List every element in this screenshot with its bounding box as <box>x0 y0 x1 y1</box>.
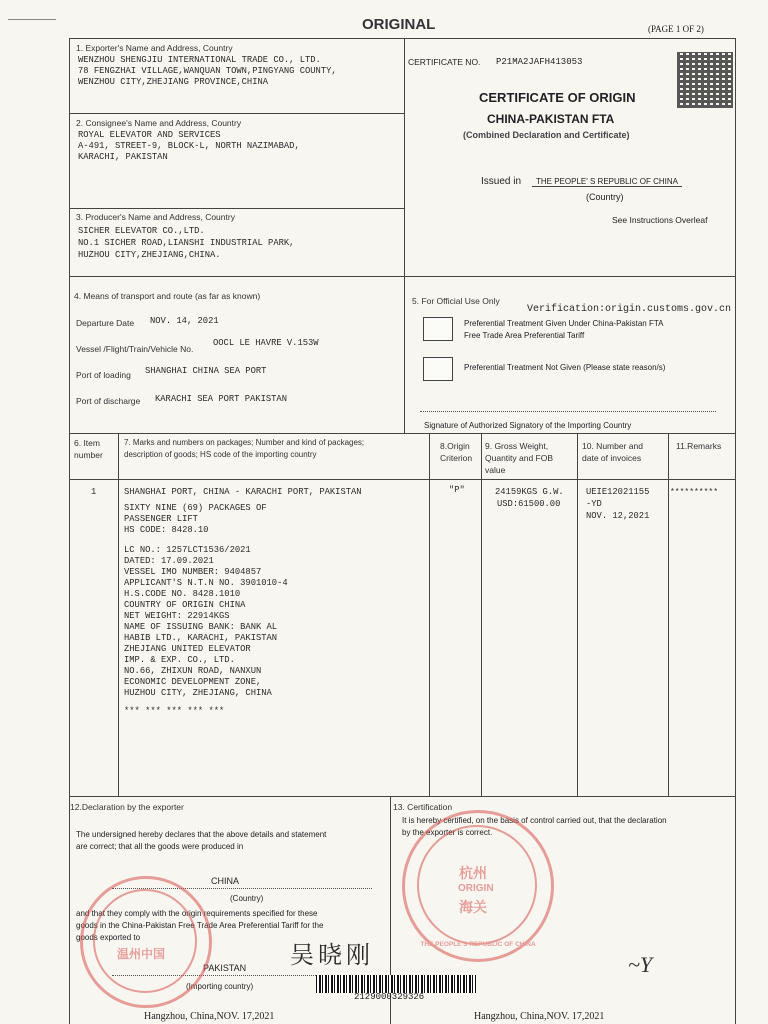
divider-box3 <box>69 276 735 277</box>
frame-right <box>735 38 736 1024</box>
item-description <box>124 487 362 717</box>
pref-not-given-checkbox[interactable] <box>423 357 453 381</box>
importing-country: PAKISTAN <box>203 963 247 973</box>
col-line-8 <box>481 433 482 796</box>
importing-caption: (Importing country) <box>186 982 254 991</box>
item-number: 1 <box>91 487 97 497</box>
loading-value: SHANGHAI CHINA SEA PORT <box>145 366 267 376</box>
discharge-value: KARACHI SEA PORT PAKISTAN <box>155 394 287 404</box>
invoice-number-2: -YD <box>586 499 602 509</box>
col-weight-header-3: value <box>485 465 506 475</box>
desc-line: HUZHOU CITY, ZHEJIANG, CHINA <box>124 688 272 698</box>
divider-columns-header <box>69 479 735 480</box>
frame-left <box>69 38 70 1024</box>
exporter-label: 1. Exporter's Name and Address, Country <box>76 43 233 53</box>
issued-country-caption: (Country) <box>586 192 624 202</box>
declaration-text-3: and that they comply with the origin requirements specified for these <box>76 909 318 918</box>
desc-line: SHANGHAI PORT, CHINA - KARACHI PORT, PAKISTAN <box>124 487 362 497</box>
declaration-label: 12.Declaration by the exporter <box>70 802 184 812</box>
page-indicator: (PAGE 1 OF 2) <box>648 24 704 34</box>
see-instructions: See Instructions Overleaf <box>612 215 708 225</box>
customs-seal-ring-text: THE PEOPLE'S REPUBLIC OF CHINA <box>420 941 536 948</box>
desc-line: NAME OF ISSUING BANK: BANK AL <box>124 622 278 632</box>
consignee-line-1: ROYAL ELEVATOR AND SERVICES <box>78 130 221 140</box>
desc-line: NET WEIGHT: 22914KGS <box>124 611 230 621</box>
exporter-seal-text: 温州中国 <box>117 947 166 961</box>
origin-criterion: "P" <box>449 485 465 495</box>
desc-line: DATED: 17.09.2021 <box>124 556 214 566</box>
producer-label: 3. Producer's Name and Address, Country <box>76 212 235 222</box>
col-line-6 <box>118 433 119 796</box>
desc-line: H.S.CODE NO. 8428.1010 <box>124 589 241 599</box>
issued-in-value: THE PEOPLE' S REPUBLIC OF CHINA <box>532 177 682 187</box>
divider-box1 <box>69 113 404 114</box>
declaration-text-2: are correct; that all the goods were produced in <box>76 842 244 851</box>
desc-line: VESSEL IMO NUMBER: 9404857 <box>124 567 262 577</box>
invoice-number-1: UEIE12021155 <box>586 487 650 497</box>
vessel-value: OOCL LE HAVRE V.153W <box>213 338 319 348</box>
loading-label: Port of loading <box>76 370 131 380</box>
col-item-header-2: number <box>74 450 103 460</box>
desc-line <box>124 699 362 706</box>
desc-line: HABIB LTD., KARACHI, PAKISTAN <box>124 633 278 643</box>
barcode-number: 2129000329326 <box>354 992 425 1002</box>
desc-line: IMP. & EXP. CO., LTD. <box>124 655 235 665</box>
vessel-label: Vessel /Flight/Train/Vehicle No. <box>76 344 194 354</box>
declaration-text-4: goods in the China-Pakistan Free Trade Area Preferential Tariff for the <box>76 921 324 930</box>
desc-line: *** *** *** *** *** <box>124 706 225 716</box>
consignee-line-2: A-491, STREET-9, BLOCK-L, NORTH NAZIMABAD, <box>78 141 300 151</box>
col-line-7 <box>429 433 430 796</box>
certificate-no-value: P21MA2JAFH413053 <box>496 57 583 67</box>
gross-weight: 24159KGS G.W. <box>495 487 564 497</box>
official-use-label: 5. For Official Use Only <box>412 296 500 306</box>
desc-line <box>124 536 362 545</box>
desc-line: SIXTY NINE (69) PACKAGES OF <box>124 503 267 513</box>
certification-text-1: It is hereby certified, on the basis of control carried out, that the declaration <box>402 816 667 825</box>
col-invoice-header-2: date of invoices <box>582 453 642 463</box>
col-remarks-header: 11.Remarks <box>676 441 722 451</box>
certification-place-date: Hangzhou, China,NOV. 17,2021 <box>474 1011 605 1022</box>
divider-bottom <box>69 796 735 797</box>
corner-mark <box>8 19 56 20</box>
declaration-text-5: goods exported to <box>76 933 141 942</box>
frame-top <box>69 38 735 39</box>
issued-in-label: Issued in <box>481 176 522 187</box>
desc-line: APPLICANT'S N.T.N NO. 3901010-4 <box>124 578 288 588</box>
divider-box2 <box>69 208 404 209</box>
certificate-subtitle: CHINA-PAKISTAN FTA <box>487 112 615 126</box>
col-line-10 <box>668 433 669 796</box>
col-origin-header-2: Criterion <box>440 453 473 463</box>
customs-seal-city: 杭州 <box>459 867 487 882</box>
transport-label: 4. Means of transport and route (as far as known) <box>74 291 261 301</box>
certification-label: 13. Certification <box>393 802 453 812</box>
consignee-line-3: KARACHI, PAKISTAN <box>78 152 168 162</box>
pref-not-given-text: Preferential Treatment Not Given (Please state reason/s) <box>464 363 666 372</box>
desc-line: ZHEJIANG UNITED ELEVATOR <box>124 644 251 654</box>
desc-line: HS CODE: 8428.10 <box>124 525 209 535</box>
barcode-icon <box>316 975 476 993</box>
certificate-combined: (Combined Declaration and Certificate) <box>463 130 630 140</box>
certificate-no-label: CERTIFICATE NO. <box>408 57 481 67</box>
desc-line: PASSENGER LIFT <box>124 514 198 524</box>
col-item-header-1: 6. Item <box>74 438 100 448</box>
divider-columns-top <box>69 433 735 434</box>
country-caption: (Country) <box>230 894 264 903</box>
desc-line: NO.66, ZHIXUN ROAD, NANXUN <box>124 666 262 676</box>
exporter-signature: 吴晓刚 <box>290 943 374 969</box>
discharge-label: Port of discharge <box>76 396 141 406</box>
desc-line: COUNTRY OF ORIGIN CHINA <box>124 600 246 610</box>
pref-given-checkbox[interactable] <box>423 317 453 341</box>
col-weight-header-1: 9. Gross Weight, <box>485 441 549 451</box>
customs-seal-icon <box>402 810 554 962</box>
declaration-text-1: The undersigned hereby declares that the above details and statement <box>76 830 327 839</box>
signature-dotted-line <box>420 411 716 412</box>
qr-code-icon <box>677 52 733 108</box>
fob-value: USD:61500.00 <box>497 499 561 509</box>
certification-text-2: by the exporter is correct. <box>402 828 493 837</box>
pref-given-text-2: Free Trade Area Preferential Tariff <box>464 331 585 340</box>
producer-line-2: NO.1 SICHER ROAD,LIANSHI INDUSTRIAL PARK, <box>78 238 295 248</box>
exporter-line-3: WENZHOU CITY,ZHEJIANG PROVINCE,CHINA <box>78 77 269 87</box>
official-signature-icon: ~Y <box>628 952 653 977</box>
customs-seal-bureau: 海关 <box>459 901 487 916</box>
certificate-title: CERTIFICATE OF ORIGIN <box>479 90 636 105</box>
authorized-signatory-caption: Signature of Authorized Signatory of the Importing Country <box>424 421 632 430</box>
page-title: ORIGINAL <box>362 16 436 33</box>
producer-line-1: SICHER ELEVATOR CO.,LTD. <box>78 226 205 236</box>
divider-box4 <box>404 276 405 433</box>
col-line-9 <box>577 433 578 796</box>
col-marks-header-2: description of goods; HS code of the importing country <box>124 450 317 459</box>
departure-value: NOV. 14, 2021 <box>150 316 219 326</box>
divider-vertical-top <box>404 38 405 276</box>
exporter-line-1: WENZHOU SHENGJIU INTERNATIONAL TRADE CO., LTD. <box>78 55 321 65</box>
invoice-date: NOV. 12,2021 <box>586 511 650 521</box>
declaration-country: CHINA <box>211 876 240 886</box>
remarks-value: ********** <box>670 488 719 497</box>
departure-label: Departure Date <box>76 318 135 328</box>
exporter-seal-ring <box>93 889 197 993</box>
producer-line-3: HUZHOU CITY,ZHEJIANG,CHINA. <box>78 250 221 260</box>
desc-line: LC NO.: 1257LCT1536/2021 <box>124 545 251 555</box>
pref-given-text-1: Preferential Treatment Given Under China-Pakistan FTA <box>464 319 664 328</box>
desc-line: ECONOMIC DEVELOPMENT ZONE, <box>124 677 262 687</box>
col-weight-header-2: Quantity and FOB <box>485 453 554 463</box>
col-invoice-header-1: 10. Number and <box>582 441 643 451</box>
declaration-place-date: Hangzhou, China,NOV. 17,2021 <box>144 1011 275 1022</box>
customs-seal-origin: ORIGIN <box>458 883 494 894</box>
col-marks-header-1: 7. Marks and numbers on packages; Number and kind of packages; <box>124 438 365 447</box>
verification-url: Verification:origin.customs.gov.cn <box>527 304 732 315</box>
exporter-line-2: 78 FENGZHAI VILLAGE,WANQUAN TOWN,PINGYANG COUNTY, <box>78 66 337 76</box>
col-origin-header-1: 8.Origin <box>440 441 470 451</box>
consignee-label: 2. Consignee's Name and Address, Country <box>76 118 242 128</box>
exporter-seal-icon <box>80 876 212 1008</box>
